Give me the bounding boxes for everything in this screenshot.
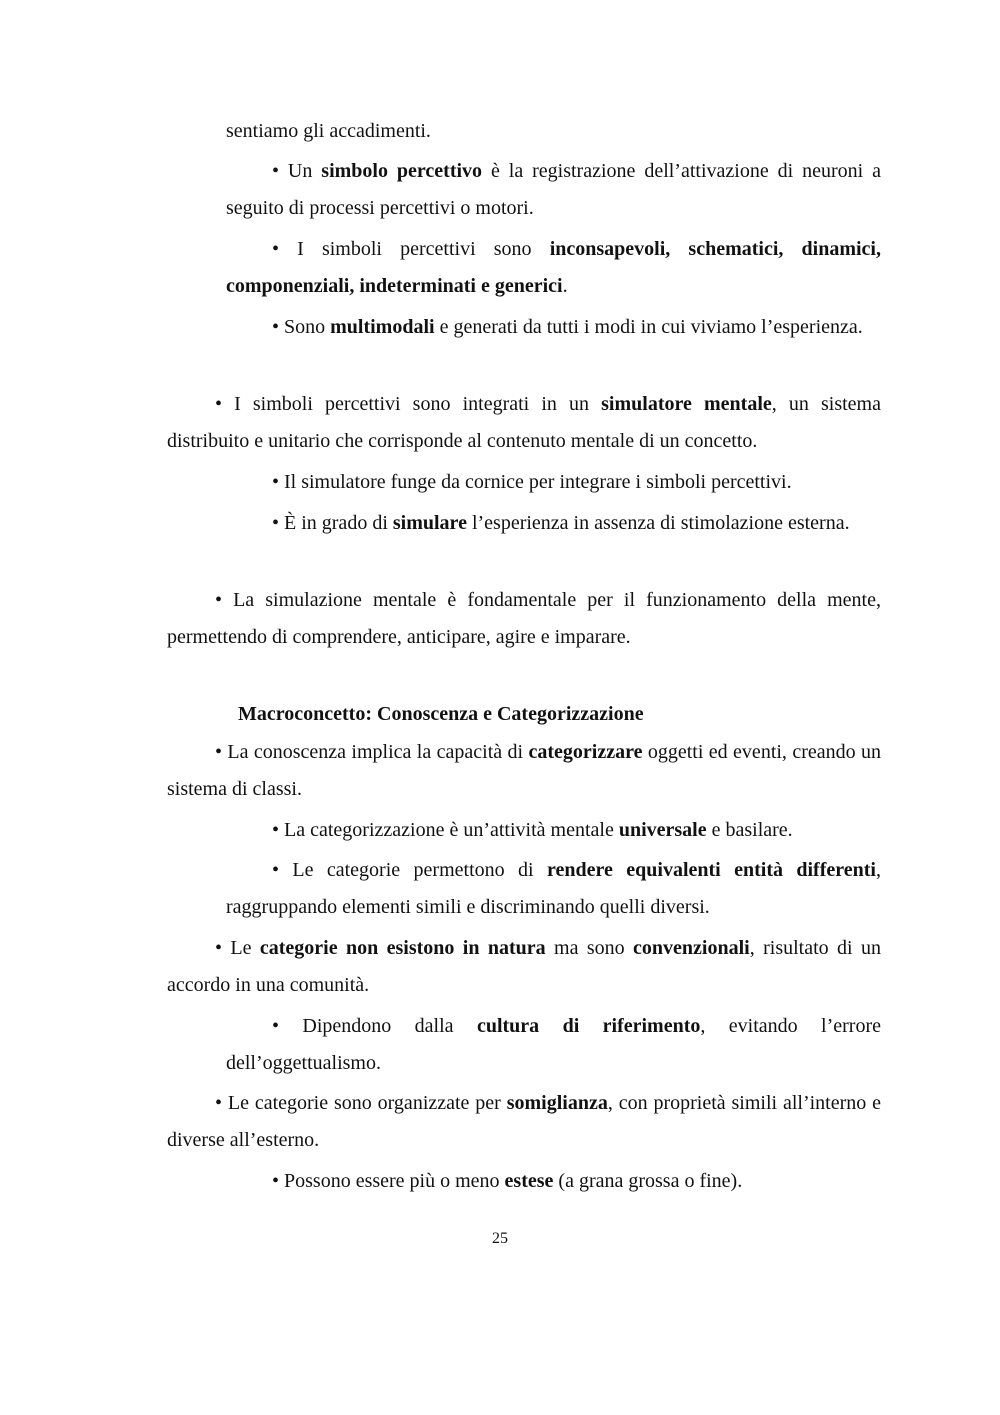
text-run: , con proprietà simili all’interno e diverse all’esterno. [167,1092,881,1151]
bold-text: multimodali [330,316,435,338]
section-heading [238,699,644,729]
bullet-item [167,930,881,1004]
bold-text: simulatore mentale [601,393,772,415]
bold-text: simulare [392,512,467,534]
bold-text: categorie non esistono in natura [259,937,546,959]
bullet-item [167,1085,881,1159]
text-run: Macroconcetto: Conoscenza e Categorizzazione [238,703,644,725]
bold-text: somiglianza [506,1092,608,1114]
text-run: • Il simulatore funge da cornice per integrare i simboli percettivi. [272,471,792,493]
bold-text: convenzionali [633,937,750,959]
sub-bullet-item [226,309,881,346]
text-run: , risultato di un accordo in una comunità. [167,937,881,996]
sub-bullet-item [226,231,881,305]
text-run: • Le categorie permettono di [272,859,547,881]
sub-bullet-item [226,464,881,501]
bold-text: cultura di riferimento [476,1015,701,1037]
text-run: • I simboli percettivi sono integrati in un [215,393,602,415]
bullet-item [167,582,881,656]
bullet-item [167,386,881,460]
text-run: • Le categorie sono organizzate per [215,1092,507,1114]
sub-bullet-item [226,153,881,227]
text-run: • La conoscenza implica la capacità di [215,741,529,763]
text-run: l’esperienza in assenza di stimolazione esterna. [466,512,850,534]
text-run: . [562,275,568,297]
text-run: , raggruppando elementi simili e discriminando quelli diversi. [226,859,881,918]
text-run: • I simboli percettivi sono [272,238,550,260]
text-run: • Sono [272,316,331,338]
text-run: , un sistema distribuito e unitario che corrisponde al contenuto mentale di un concetto. [167,393,881,452]
bold-text: estese [504,1170,554,1192]
text-run: • Le [215,937,260,959]
bullet-item [167,734,881,808]
text-run: • Possono essere più o meno [272,1170,505,1192]
sub-bullet-item [226,852,881,926]
text-run: • La simulazione mentale è fondamentale per il funzionamento della mente, permettendo di comprendere, anticipare, agire e imparare. [167,589,881,648]
sub-bullet-item [226,1163,881,1200]
text-run: • È in grado di [272,512,393,534]
text-run: e generati da tutti i modi in cui viviamo l’esperienza. [434,316,863,338]
continuation-paragraph [226,113,881,150]
text-run: e basilare. [706,819,793,841]
sub-bullet-item [226,1008,881,1082]
bold-text: simbolo percettivo [321,160,483,182]
text-run: • Un [272,160,322,182]
page-number: 25 [492,1230,508,1247]
text-run: oggetti ed eventi, creando un sistema di classi. [167,741,881,800]
bold-text: universale [618,819,707,841]
bold-text: inconsapevoli, schematici, dinamici, componenziali, indeterminati e generici [226,238,881,297]
text-run: • La categorizzazione è un’attività mentale [272,819,619,841]
sub-bullet-item [226,505,881,542]
text-run: ma sono [545,937,634,959]
bold-text: rendere equivalenti entità differenti [546,859,876,881]
bold-text: categorizzare [528,741,643,763]
sub-bullet-item [226,812,881,849]
text-run: • Dipendono dalla [272,1015,477,1037]
text-run: , evitando l’errore dell’oggettualismo. [226,1015,881,1074]
text-run: è la registrazione dell’attivazione di neuroni a seguito di processi percettivi o motori. [226,160,881,219]
text-run: sentiamo gli accadimenti. [226,120,431,142]
text-run: (a grana grossa o fine). [553,1170,743,1192]
